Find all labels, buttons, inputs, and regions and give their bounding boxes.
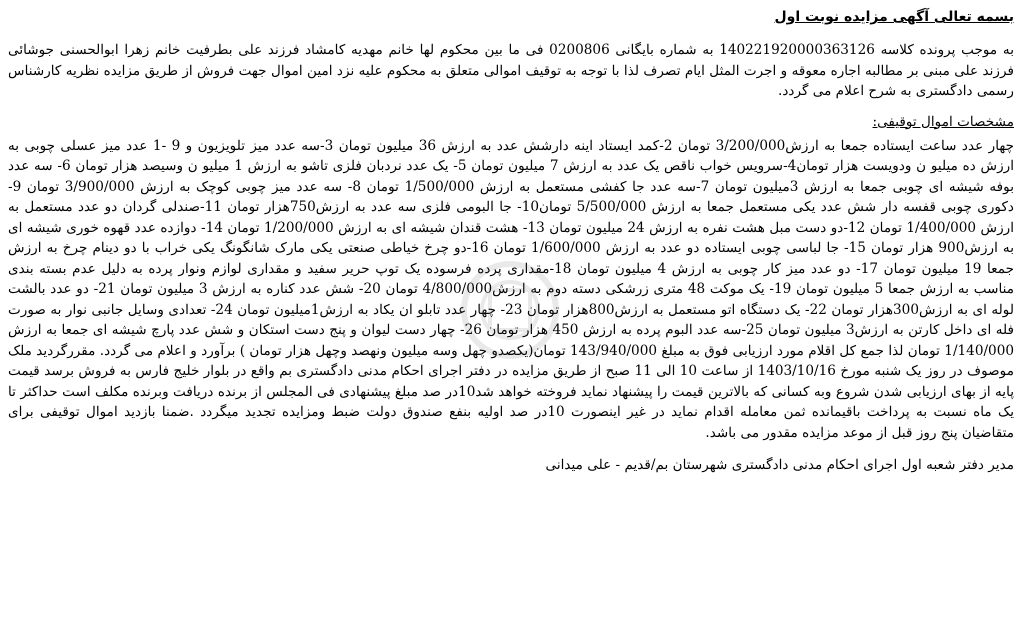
seized-property-list-paragraph: چهار عدد ساعت ایستاده جمعا به ارزش3/200/000 تومان 2-کمد ایستاد اینه دارشش عدد به ارزش 36 میلیون تومان 3-سه عدد میز تلویزیون و 9 -1 عدد میز عسلی چوبی به ارزش ده میلیو ن ودویست هزار تومان4-سرویس خواب ناقص یک عدد به ارزش 7 میلیون تومان 5- یک عدد نردبان فلزی تاشو به ارزش 1 میلیو ن وسیصد هزار تومان 6- سه عدد بوفه شیشه ای چوبی جمعا به ارزش 3میلیون تومان 7-سه عدد جا کفشی مستعمل به ارزش 1/500/000 تومان 8- سه عدد میز چوبی کوچک به ارزش 3/900/000 تومان 9- دکوری چوبی قفسه دار شش عدد یکی مستعمل جمعا به ارزش 5/500/000 تومان10- جا البومی فلزی سه عدد به ارزش750هزار تومان 11-صندلی گردان دو عدد مستعمل به ارزش 1/400/000 تومان 12-دو دست مبل هشت نفره به ارزش 24 میلیون تومان 13- هشت قندان شیشه ای به ارزش 1/200/000 تومان 14- دوازده عدد قهوه خوری شیشه ای به ارزش900 هزار تومان 15- جا لباسی چوبی ایستاده دو عدد به ارزش 1/600/000 تومان 16-دو چرخ خیاطی صنعتی یکی مارک شانگونگ یکی خراب با دو دینام چرخ به ارزش جمعا 19 میلیون تومان 17- دو عدد میز کار چوبی به ارزش 4 میلیون تومان 18-مقداری پرده فرسوده یک توپ حریر سفید و مقداری لوازم ونوار پرده به دلیل عدم بسته بندی مناسب به ارزش جمعا 5 میلیون تومان 19- یک موکت 48 متری زرشکی دسته دوم به ارزش4/800/000 تومان 20- شش عدد کناره به ارزش 3 میلیون تومان 21- دو عدد بالشت لوله ای به ارزش300هزار تومان 22- یک دستگاه اتو مستعمل به ارزش800هزار تومان 23- چهار عدد تابلو ان یکاد به ارزش1میلیون تومان 24- تعدادی وسایل جانبی نوار به صورت فله ای داخل کارتن به ارزش3 میلیون تومان 25-سه عدد البوم پرده به ارزش 450 هزار تومان 26- چهار دست لیوان و پنج دست استکان و شش عدد پارچ شیشه ای جمعا به ارزش 1/140/000 تومان لذا جمع کل اقلام مورد ارزیابی فوق به مبلغ 143/940/000 تومان(یکصدو چهل وسه میلیون ونهصد وچهل هزار تومان ) برآورد و اعلام می گردد. مقررگردید ملک موصوف در روز یک شنبه مورخ 1403/10/16 از ساعت 10 الی 11 صبح از طریق مزایده در دفتر اجرای احکام مدنی دادگستری بم واقع در بلوار خلیج فارس به فروش برسد قیمت پایه از بهای ارزیابی شدن شروع وبه کسانی که بالاترین قیمت را پیشنهاد نماید فروخته خواهد شد10در صد مبلغ پیشنهادی فی المجلس از برنده دریافت وبرنده مکلف است حداکثر تا یک ماه نسبت به پرداخت باقیمانده ثمن معامله اقدام نماید در غیر اینصورت 10در صد اولیه بنفع صندوق دولت ضبط ومزایده تجدید میگردد .ضمنا بازدید اموال توقیفی برای متقاضیان پنج روز قبل از موعد مزایده مقدور می باشد. (8, 137, 1015, 441)
notice-heading: بسمه تعالی آگهی مزایده نوبت اول (774, 9, 1014, 25)
seized-property-section-label: مشخصات اموال توقیفی: (872, 113, 1014, 130)
notice-document (8, 6, 1014, 612)
notice-signature: مدیر دفتر شعبه اول اجرای احکام مدنی دادگستری شهرستان بم/قدیم - علی میدانی (545, 457, 1014, 473)
notice-intro-paragraph: به موجب پرونده کلاسه 140221920000363126 به شماره بایگانی 0200806 فی ما بین محکوم لها خانم مهدیه کامشاد فرزند علی بطرفیت خانم زهرا ابوالحسنی جوشائی فرزند علی مبنی بر مطالبه اجاره معوقه و اجرت المثل ایام تصرف لذا با توجه به توقیف اموالی متعلق به محکوم علیه نزد امین اموال جهت فروش از طریق مزایده نظریه کارشناس رسمی دادگستری به شرح اعلام می گردد. (8, 42, 1014, 99)
